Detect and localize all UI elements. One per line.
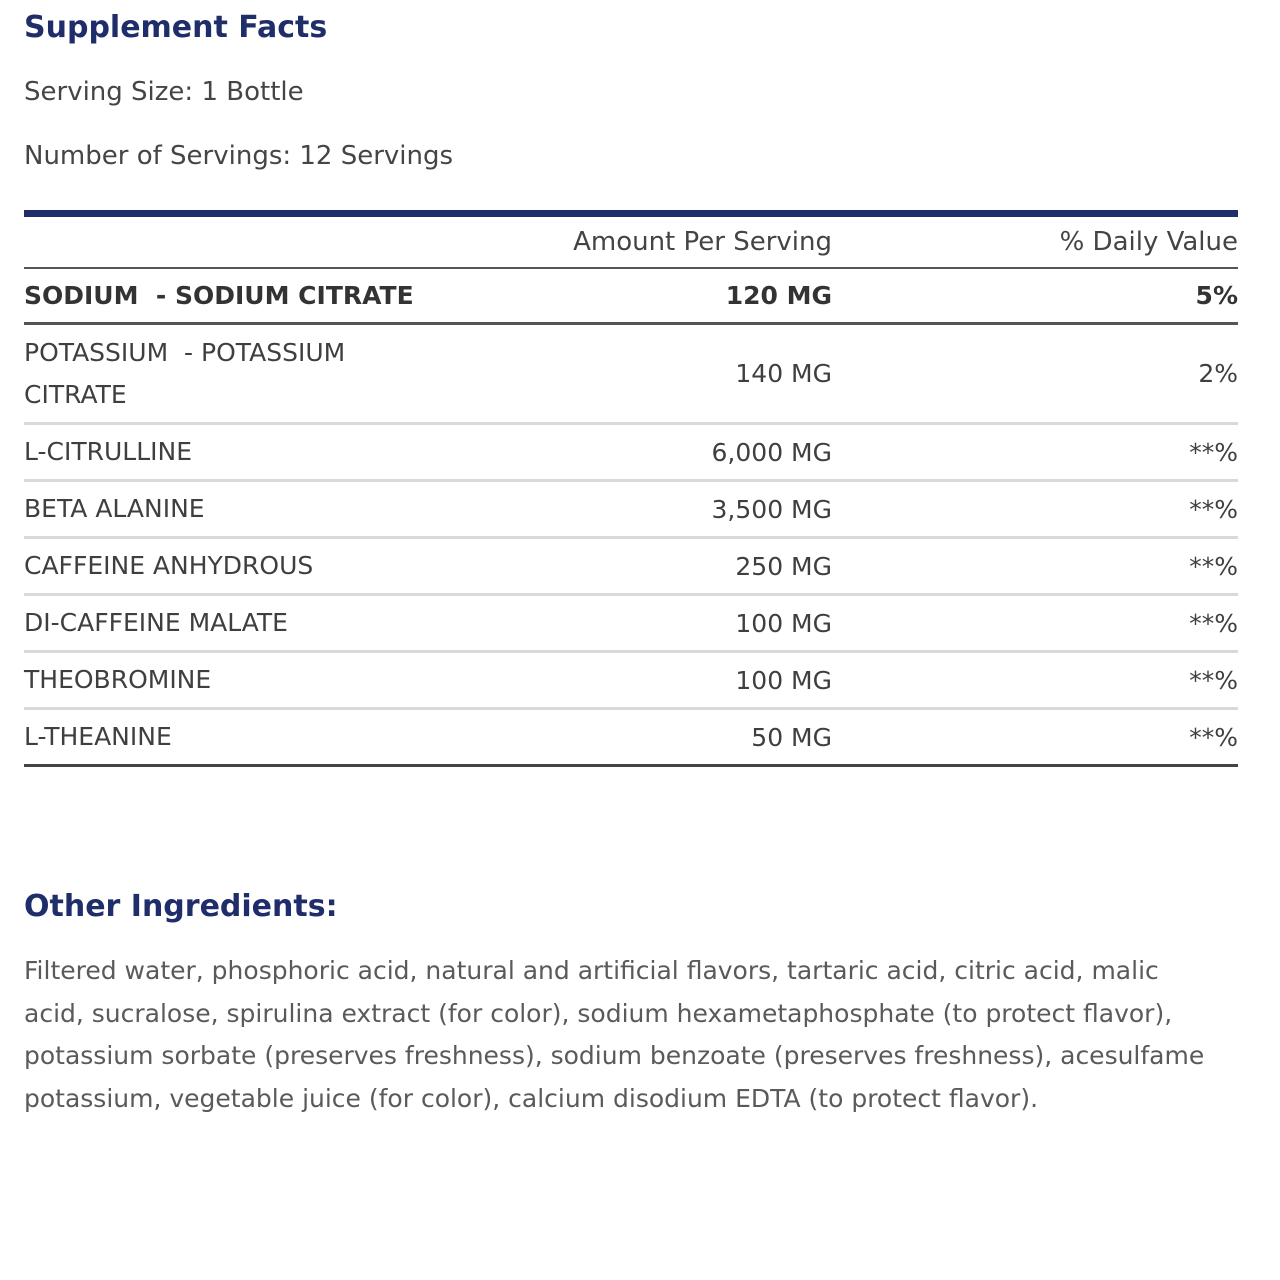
ingredient-daily-value: **% (1189, 494, 1238, 524)
header-daily-value: % Daily Value (1059, 227, 1238, 257)
ingredient-amount: 6,000 MG (711, 437, 832, 467)
ingredient-daily-value: **% (1189, 722, 1238, 752)
table-row (24, 710, 1238, 767)
table-header-row (24, 217, 1238, 269)
ingredient-name: CAFFEINE ANHYDROUS (24, 551, 314, 580)
supplement-facts-panel (24, 0, 1238, 767)
table-row (24, 596, 1238, 653)
ingredient-daily-value: **% (1189, 608, 1238, 638)
table-row (24, 269, 1238, 325)
ingredient-name: L-THEANINE (24, 722, 172, 751)
ingredient-daily-value: **% (1189, 437, 1238, 467)
supplement-facts-table (24, 210, 1238, 767)
table-row (24, 482, 1238, 539)
ingredient-name: POTASSIUM - POTASSIUM CITRATE (24, 337, 354, 409)
ingredient-daily-value: 2% (1198, 359, 1238, 388)
ingredient-name: THEOBROMINE (24, 665, 212, 694)
ingredient-amount: 100 MG (735, 665, 832, 695)
ingredient-daily-value: 5% (1195, 281, 1238, 310)
ingredient-amount: 100 MG (735, 608, 832, 638)
ingredient-amount: 120 MG (725, 281, 832, 310)
ingredient-amount: 250 MG (735, 551, 832, 581)
serving-size: Serving Size: 1 Bottle (24, 77, 304, 107)
table-row (24, 425, 1238, 482)
table-row (24, 325, 1238, 425)
supplement-facts-title: Supplement Facts (24, 10, 328, 45)
ingredient-name: L-CITRULLINE (24, 437, 193, 466)
ingredient-name: SODIUM - SODIUM CITRATE (24, 280, 414, 310)
table-row (24, 539, 1238, 596)
other-ingredients-title: Other Ingredients: (24, 889, 338, 924)
ingredient-daily-value: **% (1189, 665, 1238, 695)
ingredient-amount: 140 MG (735, 359, 832, 388)
ingredient-name: DI-CAFFEINE MALATE (24, 608, 288, 637)
servings-count: Number of Servings: 12 Servings (24, 141, 454, 171)
table-row (24, 653, 1238, 710)
ingredient-daily-value: **% (1189, 551, 1238, 581)
other-ingredients-text: Filtered water, phosphoric acid, natural and artificial flavors, tartaric acid, citric acid, malic acid, sucralose, spirulina extract (for color), sodium hexametaphosphate (to protect flavor), potassium sorbate (preserves freshness), sodium benzoate (preserves freshness), acesulfame potassium, vegetable juice (for color), calcium disodium EDTA (to protect flavor). (24, 956, 1205, 1113)
ingredient-name: BETA ALANINE (24, 494, 205, 523)
ingredient-amount: 50 MG (751, 722, 832, 752)
ingredient-amount: 3,500 MG (711, 494, 832, 524)
header-amount-per-serving: Amount Per Serving (573, 227, 832, 257)
